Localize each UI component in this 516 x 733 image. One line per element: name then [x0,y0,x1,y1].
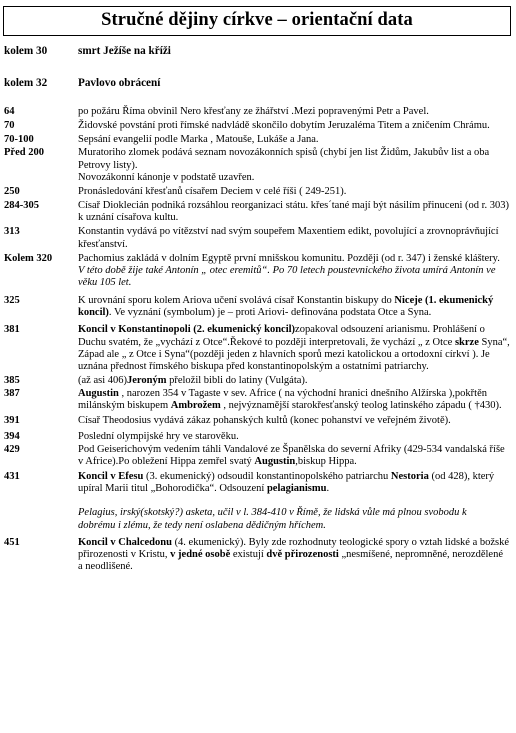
row-text: Židovské povstání proti římské nadvládě skončilo dobytím Jeruzaléma Titem a zničením Chrámu. [78,119,490,131]
row-text: K urovnání sporu kolem Ariova učení svolává císař Konstantin biskupy do Niceje (1. ekumenický koncil). Ve vyznání (symbolum) je – proti Ariovi- definována podstata Otce a Syna. [78,294,494,319]
timeline-row [0,324,516,373]
row-text-extra: Novozákonní kánonje v podstatě uzavřen. [78,172,255,184]
row-date: 64 [4,105,15,117]
timeline-row [0,253,516,290]
row-text: Císař Dioklecián podniká rozsáhlou reorganizaci státu. křes´tané mají být násilím přinuceni (od r. 303) k uznání císařova kultu. [78,199,510,223]
page-title: Stručné dějiny církve – orientační data [101,10,413,30]
timeline-row [0,388,516,413]
timeline-row [0,120,516,132]
timeline-row [0,134,516,146]
row-date: kolem 32 [4,77,48,90]
row-date: 70-100 [4,134,34,146]
row-date: 391 [4,415,20,427]
row-text: Císař Theodosius vydává zákaz pohanských kultů (konec pohanství ve veřejném životě). [78,415,451,427]
row-text: Koncil v Efesu (3. ekumenický) odsoudil konstantinopolského patriarchu Nestoria (od 428), který upíral Marii titul „Bohorodička“. Odsouzení pelagianismu. Pelagius, irský(skotský?) asketa, učil v l. 384-410 v Římě, že lidská vůle má plnou svobodu k dobrému i zlému, že tedy není oslabena dědičným hříchem. [78,471,516,532]
row-date: 387 [4,387,20,399]
timeline-row [0,431,516,443]
row-text: (až asi 406)Jeroným přeložil bibli do latiny (Vulgáta). [78,374,308,386]
row-date: 451 [4,536,20,548]
row-text: Koncil v Chalcedonu (4. ekumenický). Byly zde rozhodnuty teologické spory o vztah lidské a božské přirozenosti v Kristu, v jedné osobě existují dvě přirozenosti „nesmíšené, nepromněné, nerozdělené a neodlišené. [78,536,510,573]
title-box [3,6,511,36]
row-date: kolem 30 [4,45,48,57]
row-date: 385 [4,374,20,386]
row-text: Konstantin vydává po vítězství nad svým soupeřem Maxentiem edikt, povolující a zrovnoprávňující křesťanství. [78,226,499,250]
row-date: 250 [4,186,20,198]
row-text: Pronásledování křesťanů císařem Deciem v celé říši ( 249-251). [78,186,347,198]
row-date: 394 [4,430,20,442]
row-date: Před 200 [4,147,44,159]
row-date: 284-305 [4,199,39,211]
row-date: 429 [4,444,20,456]
timeline-row [0,471,516,532]
timeline-row [0,444,516,469]
row-date: 381 [4,324,20,336]
row-text [78,147,516,184]
row-date: 70 [4,119,15,131]
timeline-row [0,45,516,57]
timeline-row [0,415,516,427]
timeline-row [0,186,516,198]
italic-note: Pelagius, irský(skotský?) asketa, učil v l. 384-410 v Římě, že lidská vůle má plnou svobodu k dobrému i zlému, že tedy není oslabena dědičným hříchem. [78,507,467,531]
timeline-row [0,226,516,251]
row-text-main: Muratoriho zlomek podává seznam novozákonních spisů (chybí jen list Židům, Jakubův list a oba Petrovy listy). [78,147,490,171]
italic-note: V této době žije také Antonín „ otec eremitů“. Po 70 letech poustevnického života umírá Antonín ve věku 105 let. [78,265,496,289]
row-text: Poslední olympijské hry ve starověku. [78,430,239,442]
row-date: Kolem 320 [4,252,53,264]
timeline-row [0,147,516,184]
timeline-row [0,200,516,225]
row-text [78,253,516,290]
row-date: 431 [4,470,20,482]
row-text: Pavlovo obrácení [78,77,161,90]
row-date: 313 [4,226,20,238]
timeline-row [0,375,516,387]
row-text: Augustin , narozen 354 v Tagaste v sev. Africe ( na východní hranici dnešního Alžírska ),pokřtěn milánským biskupem Ambrožem , nejvýznamější starokřesťanský teolog latinského západu ( †430). [78,387,502,412]
timeline-row [0,106,516,118]
row-date: 325 [4,294,20,306]
row-text-main: Pachomius zakládá v dolním Egyptě první mnišskou komunitu. Později (od r. 347) i ženské kláštery. [78,252,500,264]
row-text: Koncil v Konstantinopoli (2. ekumenický koncil)zopakoval odsouzení arianismu. Prohlášení o Duchu svatém, že „vychází z Otce“.Řekové to později interpretovali, že vychází „ z Otce skrze Syna“, Západ ale „ z Otce i Syna“(později jeden z hlavních sporů mezi katolickou a ortodoxní církví ). Je uznána přednost římského biskupa před konstantinopolským a ostatními patriarchy. [78,324,510,373]
timeline-row [0,295,516,320]
row-text: smrt Ježíše na kříži [78,45,171,57]
row-text: Pod Geiserichovým vedením táhli Vandalové ze Španělska do severní Afriky (429-534 vandalská říše v Africe).Po obležení Hippa zemřel svatý Augustin,biskup Hippa. [78,444,505,468]
row-text: po požáru Říma obvinil Nero křesťany ze žhářství .Mezi popravenými Petr a Pavel. [78,105,429,117]
timeline [0,40,516,574]
timeline-row [0,537,516,574]
timeline-row [0,77,516,89]
row-text: Sepsání evangelií podle Marka , Matouše, Lukáše a Jana. [78,134,319,146]
